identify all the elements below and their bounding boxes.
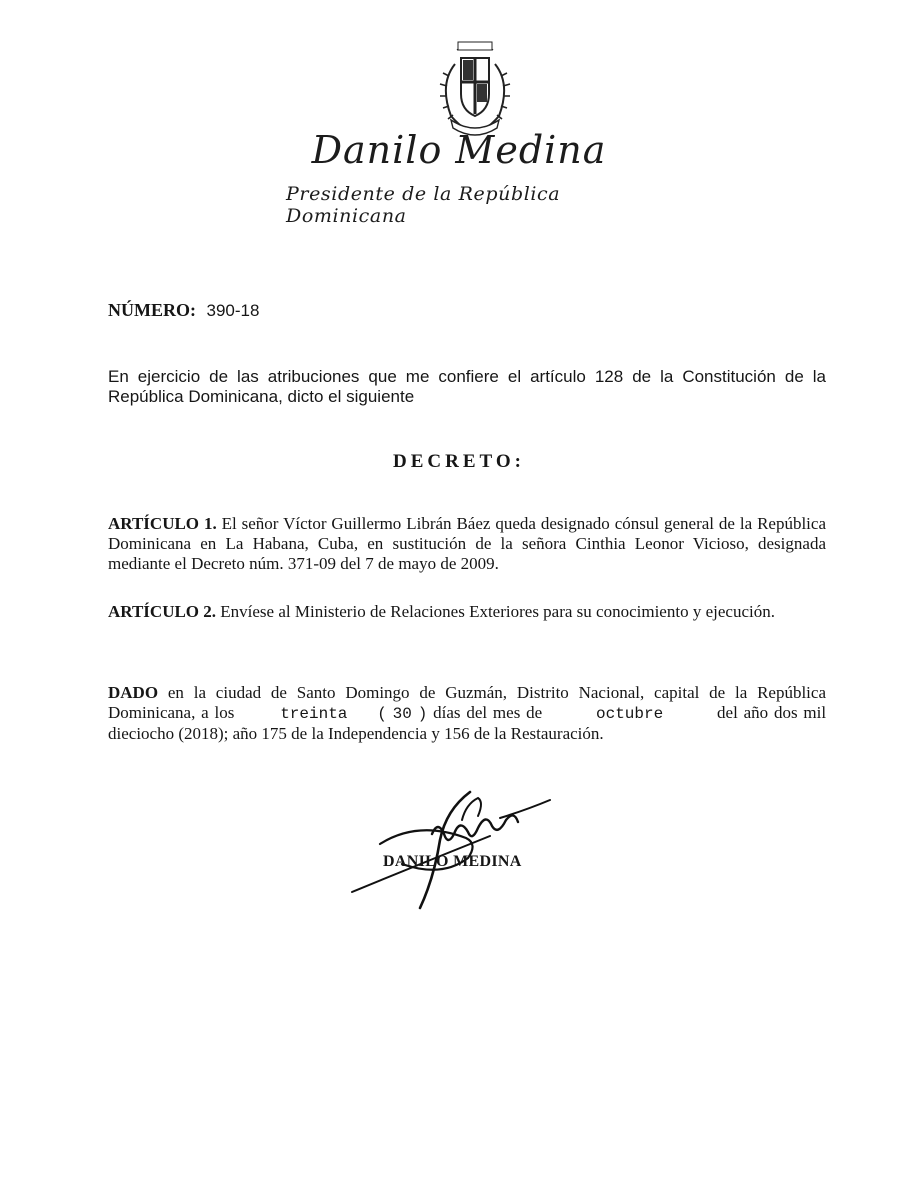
dado-text-3: del año dos mil dieciocho (2018); año 175 de la Independencia y 156 de la Restauración. — [108, 703, 827, 743]
day-in-words: treinta — [280, 705, 348, 723]
month-name: octubre — [596, 705, 664, 723]
dado-text-1: en la ciudad de Santo Domingo de Guzmán, Distrito Nacional, capital de la República Dominicana, a los — [108, 683, 826, 722]
decree-number-label: NÚMERO: — [108, 300, 196, 320]
article-1-text: El señor Víctor Guillermo Librán Báez queda designado cónsul general de la República Dominicana en La Habana, Cuba, en sustitución de la señora Cinthia Leonor Vicioso, designada mediante el Decreto núm. 371-09 del 7 de mayo de 2009. — [108, 514, 826, 573]
article-2-label: ARTÍCULO 2. — [108, 602, 217, 621]
dado-label: DADO — [108, 683, 159, 702]
article-1-label: ARTÍCULO 1. — [108, 514, 217, 533]
preamble-paragraph: En ejercicio de las atribuciones que me confiere el artículo 128 de la Constitución de la República Dominicana, dicto el siguiente — [108, 367, 826, 406]
decree-number — [108, 300, 259, 321]
article-2-text: Envíese al Ministerio de Relaciones Exteriores para su conocimiento y ejecución. — [220, 602, 775, 621]
dado-paragraph — [108, 683, 826, 744]
handwritten-signature — [350, 780, 570, 920]
day-open-paren: ( — [377, 705, 387, 723]
article-2 — [108, 602, 826, 622]
decree-heading: DECRETO: — [393, 451, 525, 472]
letterhead-title: Presidente de la República Dominicana — [286, 183, 561, 227]
day-number: 30 — [392, 705, 412, 723]
signatory-printed-name: DANILO MEDINA — [383, 853, 522, 870]
dado-text-2: días del mes de — [433, 703, 543, 722]
letterhead-name: Danilo Medina — [311, 128, 607, 172]
article-1 — [108, 514, 826, 574]
decree-number-value: 390-18 — [206, 301, 260, 320]
day-close-paren: ) — [417, 705, 428, 723]
